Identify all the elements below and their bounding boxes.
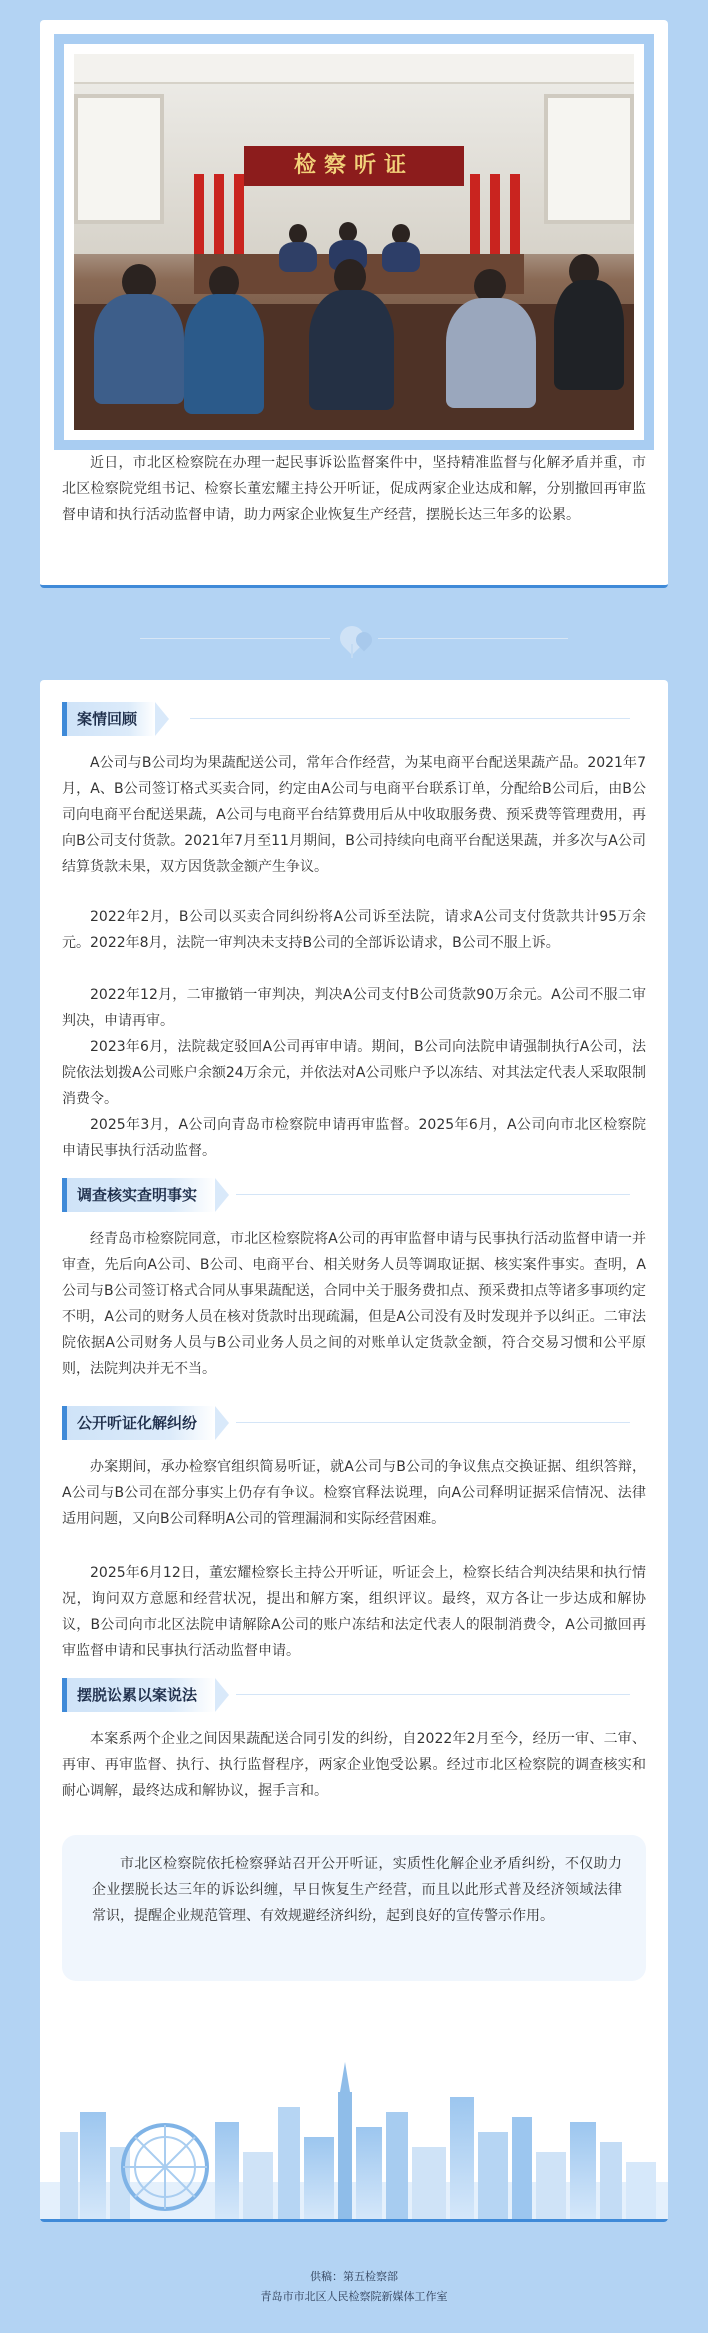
paragraph: 本案系两个企业之间因果蔬配送合同引发的纠纷，自2022年2月至今，经历一审、二审、再审、再审监督、执行、执行监督程序，两家企业饱受讼累。经过市北区检察院的调查核实和耐心调解，最终达成和解协议，握手言和。: [62, 1731, 646, 1799]
footer-producer: 青岛市市北区人民检察院新媒体工作室: [260, 2290, 448, 2303]
paragraph: 2022年2月，B公司以买卖合同纠纷将A公司诉至法院，请求A公司支付货款共计95万余元。2022年8月，法院一审判决未支持B公司的全部诉讼请求，B公司不服上诉。: [62, 909, 646, 951]
paragraph: 经青岛市检察院同意，市北区检察院将A公司的再审监督申请与民事执行活动监督申请一并审查，先后向A公司、B公司、电商平台、相关财务人员等调取证据、核实案件事实。查明，A公司与B公司签订格式合同从事果蔬配送，合同中关于服务费扣点、预采费扣点等诸多事项约定不明，A公司的财务人员在核对货款时出现疏漏，但是A公司没有及时发现并予以纠正。二审法院依据A公司财务人员与B公司业务人员之间的对账单认定货款金额，符合交易习惯和公平原则，法院判决并无不当。: [62, 1231, 646, 1377]
summary-text: 市北区检察院依托检察驿站召开公开听证，实质性化解企业矛盾纠纷，不仅助力企业摆脱长达三年的诉讼纠缠，早日恢复生产经营，而且以此形式普及经济领域法律常识，提醒企业规范管理、有效规避经济纠纷，起到良好的宣传警示作用。: [92, 1856, 622, 1924]
hearing-photo: [74, 54, 634, 430]
paragraph: 2023年6月，法院裁定驳回A公司再审申请。期间，B公司向法院申请强制执行A公司，法院依法划拨A公司账户余额24万余元，并依法对A公司账户予以冻结、对其法定代表人采取限制消费令。: [62, 1039, 646, 1107]
section-rule: [236, 1194, 630, 1195]
city-skyline-illustration: [40, 2052, 668, 2222]
paragraph: 2022年12月，二审撤销一审判决，判决A公司支付B公司货款90万余元。A公司不服二审判决，申请再审。: [62, 987, 646, 1029]
card-bottom-rule: [40, 2219, 668, 2222]
hearing-photo-frame: [54, 34, 654, 450]
paragraph: 办案期间，承办检察官组织简易听证，就A公司与B公司的争议焦点交换证据、组织答辩，A公司与B公司在部分事实上仍存有争议。检察官释法说理，向A公司释明证据采信情况、法律适用问题，又向B公司释明A公司的管理漏洞和实际经营困难。: [62, 1459, 646, 1527]
section-title-investigation: 调查核实查明事实: [62, 1178, 215, 1212]
section-rule: [236, 1694, 630, 1695]
intro-paragraph: 近日，市北区检察院在办理一起民事诉讼监督案件中，坚持精准监督与化解矛盾并重，市北区检察院党组书记、检察长董宏耀主持公开听证，促成两家企业达成和解，分别撤回再审监督申请和执行活动监督申请，助力两家企业恢复生产经营，摆脱长达三年多的讼累。: [62, 455, 646, 523]
divider-stem: [351, 644, 353, 658]
section-rule: [236, 1422, 630, 1423]
photo-banner: 检察听证: [244, 146, 464, 186]
paragraph: A公司与B公司均为果蔬配送公司，常年合作经营，为某电商平台配送果蔬产品。2021年7月，A、B公司签订格式买卖合同，约定由A公司与电商平台联系订单，分配给B公司后，由B公司向电商平台配送果蔬，A公司与电商平台结算费用后从中收取服务费、预采费等管理费用，再向B公司支付货款。2021年7月至11月期间，B公司持续向电商平台配送果蔬，并多次与A公司结算货款未果，双方因货款金额产生争议。: [62, 755, 646, 875]
section-title-hearing: 公开听证化解纠纷: [62, 1406, 215, 1440]
article-card: [40, 680, 668, 2222]
paragraph: 2025年6月12日，董宏耀检察长主持公开听证，听证会上，检察长结合判决结果和执行情况，询问双方意愿和经营状况，提出和解方案，组织评议。最终，双方各让一步达成和解协议，B公司向市北区法院申请解除A公司的账户冻结和法定代表人的限制消费令，A公司撤回再审监督申请和民事执行活动监督申请。: [62, 1565, 646, 1659]
divider-line: [140, 638, 330, 639]
section-title-conclusion: 摆脱讼累以案说法: [62, 1678, 215, 1712]
footer-source: 供稿：第五检察部: [310, 2270, 398, 2283]
paragraph: 2025年3月，A公司向青岛市检察院申请再审监督。2025年6月，A公司向市北区检察院申请民事执行活动监督。: [62, 1117, 646, 1159]
section-title-case-review: 案情回顾: [62, 702, 155, 736]
section-rule: [190, 718, 630, 719]
summary-box: [62, 1835, 646, 1981]
divider-line: [378, 638, 568, 639]
